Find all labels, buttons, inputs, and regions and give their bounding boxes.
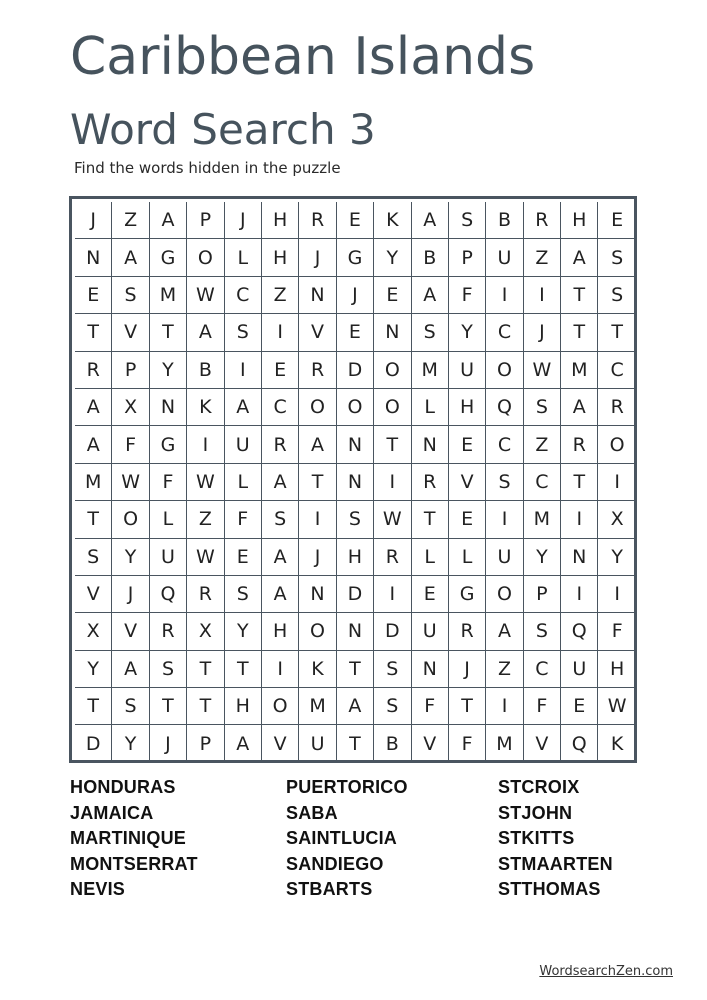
grid-cell[interactable]: D xyxy=(374,613,411,650)
grid-cell[interactable]: A xyxy=(225,389,262,426)
grid-cell[interactable]: Z xyxy=(262,277,299,314)
grid-cell[interactable]: L xyxy=(150,501,187,538)
grid-cell[interactable]: L xyxy=(412,389,449,426)
grid-cell[interactable]: Y xyxy=(225,613,262,650)
grid-cell[interactable]: O xyxy=(374,352,411,389)
grid-cell[interactable]: D xyxy=(337,576,374,613)
grid-cell[interactable]: Y xyxy=(75,651,112,688)
grid-cell[interactable]: X xyxy=(598,501,635,538)
grid-cell[interactable]: T xyxy=(449,688,486,725)
grid-cell[interactable]: S xyxy=(262,501,299,538)
grid-cell[interactable]: M xyxy=(150,277,187,314)
grid-cell[interactable]: X xyxy=(75,613,112,650)
grid-cell[interactable]: N xyxy=(337,426,374,463)
grid-cell[interactable]: T xyxy=(187,651,224,688)
grid-cell[interactable]: B xyxy=(374,725,411,762)
grid-cell[interactable]: A xyxy=(75,389,112,426)
grid-cell[interactable]: X xyxy=(112,389,149,426)
grid-cell[interactable]: S xyxy=(75,539,112,576)
grid-cell[interactable]: V xyxy=(524,725,561,762)
grid-cell[interactable]: A xyxy=(262,464,299,501)
word-list-item: STJOHN xyxy=(498,802,573,823)
grid-cell[interactable]: U xyxy=(225,426,262,463)
grid-cell[interactable]: I xyxy=(486,688,523,725)
grid-cell[interactable]: V xyxy=(112,314,149,351)
grid-cell[interactable]: J xyxy=(299,539,336,576)
grid-cell[interactable]: F xyxy=(524,688,561,725)
grid-cell[interactable]: R xyxy=(412,464,449,501)
grid-cell[interactable]: J xyxy=(299,239,336,276)
grid-cell[interactable]: A xyxy=(299,426,336,463)
grid-cell[interactable]: O xyxy=(486,352,523,389)
word-list-item: SAINTLUCIA xyxy=(286,828,397,849)
grid-cell[interactable]: E xyxy=(262,352,299,389)
grid-cell[interactable]: U xyxy=(486,239,523,276)
grid-cell[interactable]: P xyxy=(187,725,224,762)
grid-cell[interactable]: S xyxy=(412,314,449,351)
grid-cell[interactable]: H xyxy=(262,202,299,239)
grid-cell[interactable]: I xyxy=(299,501,336,538)
grid-cell[interactable]: M xyxy=(486,725,523,762)
grid-cell[interactable]: V xyxy=(449,464,486,501)
grid-cell[interactable]: W xyxy=(112,464,149,501)
word-column-2 xyxy=(286,775,408,903)
word-list-item: STMAARTEN xyxy=(498,853,613,874)
grid-cell[interactable]: S xyxy=(449,202,486,239)
grid-cell[interactable]: T xyxy=(337,725,374,762)
word-list-item: STTHOMAS xyxy=(498,879,601,900)
grid-cell[interactable]: S xyxy=(374,651,411,688)
grid-cell[interactable]: E xyxy=(449,426,486,463)
grid-cell[interactable]: F xyxy=(150,464,187,501)
grid-cell[interactable]: N xyxy=(337,464,374,501)
grid-cell[interactable]: M xyxy=(524,501,561,538)
grid-cell[interactable]: H xyxy=(225,688,262,725)
word-list-item: JAMAICA xyxy=(70,802,154,823)
grid-cell[interactable]: J xyxy=(75,202,112,239)
grid-cell[interactable]: B xyxy=(412,239,449,276)
grid-cell[interactable]: E xyxy=(598,202,635,239)
grid-cell[interactable]: U xyxy=(449,352,486,389)
grid-cell[interactable]: P xyxy=(187,202,224,239)
grid-cell[interactable]: S xyxy=(524,613,561,650)
grid-cell[interactable]: X xyxy=(187,613,224,650)
grid-cell[interactable]: M xyxy=(299,688,336,725)
grid-cell[interactable]: E xyxy=(337,202,374,239)
word-list-item: NEVIS xyxy=(70,879,126,900)
grid-cell[interactable]: C xyxy=(524,464,561,501)
grid-cell[interactable]: T xyxy=(299,464,336,501)
grid-cell[interactable]: T xyxy=(225,651,262,688)
grid-cell[interactable]: O xyxy=(187,239,224,276)
grid-cell[interactable]: E xyxy=(449,501,486,538)
grid-cell[interactable]: R xyxy=(262,426,299,463)
grid-cell[interactable]: N xyxy=(150,389,187,426)
grid-cell[interactable]: I xyxy=(225,352,262,389)
grid-cell[interactable]: A xyxy=(150,202,187,239)
grid-cell[interactable]: A xyxy=(187,314,224,351)
grid-cell[interactable]: O xyxy=(337,389,374,426)
grid-cell[interactable]: V xyxy=(75,576,112,613)
grid-cell[interactable]: I xyxy=(561,576,598,613)
grid-cell[interactable]: O xyxy=(112,501,149,538)
grid-cell[interactable]: S xyxy=(150,651,187,688)
grid-cell[interactable]: G xyxy=(449,576,486,613)
grid-cell[interactable]: L xyxy=(412,539,449,576)
grid-cell[interactable]: E xyxy=(225,539,262,576)
word-list-item: HONDURAS xyxy=(70,777,176,797)
grid-cell[interactable]: F xyxy=(449,277,486,314)
grid-cell[interactable]: R xyxy=(187,576,224,613)
grid-cell[interactable]: I xyxy=(187,426,224,463)
grid-cell[interactable]: N xyxy=(412,651,449,688)
grid-cell[interactable]: H xyxy=(337,539,374,576)
grid-cell[interactable]: S xyxy=(112,688,149,725)
grid-cell[interactable]: R xyxy=(75,352,112,389)
grid-cell[interactable]: J xyxy=(337,277,374,314)
grid-cell[interactable]: D xyxy=(75,725,112,762)
grid-cell[interactable]: C xyxy=(262,389,299,426)
grid-cell[interactable]: E xyxy=(374,277,411,314)
grid-cell[interactable]: W xyxy=(187,464,224,501)
grid-cell[interactable]: U xyxy=(299,725,336,762)
grid-cell[interactable]: U xyxy=(486,539,523,576)
page-subtitle: Word Search 3 xyxy=(70,105,376,154)
grid-cell[interactable]: I xyxy=(262,651,299,688)
grid-cell[interactable]: E xyxy=(561,688,598,725)
grid-cell[interactable]: Y xyxy=(112,539,149,576)
word-list-item: STKITTS xyxy=(498,828,575,849)
grid-cell[interactable]: T xyxy=(337,651,374,688)
word-list-item: PUERTORICO xyxy=(286,777,408,797)
grid-cell[interactable]: S xyxy=(524,389,561,426)
grid-cell[interactable]: T xyxy=(187,688,224,725)
grid-cell[interactable]: H xyxy=(262,239,299,276)
grid-cell[interactable]: S xyxy=(337,501,374,538)
grid-cell[interactable]: L xyxy=(225,464,262,501)
grid-cell[interactable]: Q xyxy=(561,725,598,762)
grid-cell[interactable]: N xyxy=(299,277,336,314)
grid-cell[interactable]: Y xyxy=(524,539,561,576)
grid-cell[interactable]: Z xyxy=(486,651,523,688)
grid-cell[interactable]: F xyxy=(225,501,262,538)
grid-cell[interactable]: A xyxy=(412,277,449,314)
grid-cell[interactable]: U xyxy=(150,539,187,576)
grid-cell[interactable]: A xyxy=(486,613,523,650)
grid-cell[interactable]: Z xyxy=(524,426,561,463)
grid-cell[interactable]: J xyxy=(112,576,149,613)
page-title: Caribbean Islands xyxy=(70,27,536,87)
grid-cell[interactable]: I xyxy=(561,501,598,538)
puzzle-grid xyxy=(75,202,636,763)
grid-cell[interactable]: A xyxy=(75,426,112,463)
grid-cell[interactable]: R xyxy=(524,202,561,239)
grid-cell[interactable]: F xyxy=(112,426,149,463)
grid-cell[interactable]: Z xyxy=(112,202,149,239)
grid-cell[interactable]: A xyxy=(412,202,449,239)
grid-cell[interactable]: S xyxy=(374,688,411,725)
grid-cell[interactable]: S xyxy=(225,576,262,613)
grid-cell[interactable]: Z xyxy=(187,501,224,538)
grid-cell[interactable]: S xyxy=(598,239,635,276)
grid-cell[interactable]: A xyxy=(112,239,149,276)
grid-cell[interactable]: I xyxy=(598,464,635,501)
grid-cell[interactable]: I xyxy=(374,576,411,613)
grid-cell[interactable]: S xyxy=(486,464,523,501)
grid-cell[interactable]: P xyxy=(449,239,486,276)
grid-cell[interactable]: F xyxy=(449,725,486,762)
grid-cell[interactable]: S xyxy=(598,277,635,314)
grid-cell[interactable]: V xyxy=(262,725,299,762)
grid-cell[interactable]: W xyxy=(374,501,411,538)
grid-cell[interactable]: A xyxy=(112,651,149,688)
word-column-1 xyxy=(70,775,198,903)
grid-cell[interactable]: S xyxy=(112,277,149,314)
grid-cell[interactable]: K xyxy=(374,202,411,239)
grid-cell[interactable]: H xyxy=(598,651,635,688)
word-list-item: MARTINIQUE xyxy=(70,828,186,849)
word-list-item: STCROIX xyxy=(498,777,580,797)
word-list-item: SANDIEGO xyxy=(286,853,384,874)
grid-cell[interactable]: F xyxy=(598,613,635,650)
grid-cell[interactable]: W xyxy=(598,688,635,725)
grid-cell[interactable]: M xyxy=(412,352,449,389)
grid-cell[interactable]: I xyxy=(374,464,411,501)
grid-cell[interactable]: U xyxy=(412,613,449,650)
instructions: Find the words hidden in the puzzle xyxy=(74,159,341,177)
grid-cell[interactable]: M xyxy=(561,352,598,389)
word-column-3 xyxy=(498,775,613,903)
grid-cell[interactable]: Q xyxy=(150,576,187,613)
grid-cell[interactable]: H xyxy=(449,389,486,426)
grid-cell[interactable]: T xyxy=(75,501,112,538)
grid-cell[interactable]: N xyxy=(299,576,336,613)
grid-cell[interactable]: R xyxy=(449,613,486,650)
grid-cell[interactable]: G xyxy=(150,239,187,276)
grid-cell[interactable]: K xyxy=(299,651,336,688)
grid-cell[interactable]: W xyxy=(524,352,561,389)
grid-cell[interactable]: Y xyxy=(150,352,187,389)
grid-cell[interactable]: T xyxy=(412,501,449,538)
grid-cell[interactable]: A xyxy=(561,389,598,426)
grid-cell[interactable]: R xyxy=(299,202,336,239)
grid-cell[interactable]: W xyxy=(187,277,224,314)
grid-cell[interactable]: G xyxy=(337,239,374,276)
grid-cell[interactable]: V xyxy=(112,613,149,650)
grid-cell[interactable]: E xyxy=(412,576,449,613)
grid-cell[interactable]: Y xyxy=(374,239,411,276)
grid-cell[interactable]: R xyxy=(299,352,336,389)
grid-cell[interactable]: B xyxy=(486,202,523,239)
grid-cell[interactable]: Z xyxy=(524,239,561,276)
footer-link[interactable]: WordsearchZen.com xyxy=(539,964,673,979)
grid-cell[interactable]: N xyxy=(75,239,112,276)
grid-cell[interactable]: J xyxy=(150,725,187,762)
grid-cell[interactable]: A xyxy=(225,725,262,762)
grid-cell[interactable]: R xyxy=(374,539,411,576)
grid-cell[interactable]: I xyxy=(262,314,299,351)
grid-cell[interactable]: P xyxy=(524,576,561,613)
grid-cell[interactable]: O xyxy=(299,613,336,650)
grid-cell[interactable]: R xyxy=(150,613,187,650)
grid-cell[interactable]: H xyxy=(561,202,598,239)
grid-cell[interactable]: V xyxy=(412,725,449,762)
grid-cell[interactable]: P xyxy=(112,352,149,389)
grid-cell[interactable]: Q xyxy=(486,389,523,426)
grid-cell[interactable]: T xyxy=(75,314,112,351)
grid-cell[interactable]: E xyxy=(75,277,112,314)
grid-cell[interactable]: J xyxy=(449,651,486,688)
grid-cell[interactable]: O xyxy=(299,389,336,426)
grid-cell[interactable]: W xyxy=(187,539,224,576)
grid-cell[interactable]: O xyxy=(598,426,635,463)
puzzle-grid-frame xyxy=(69,196,637,763)
grid-cell[interactable]: N xyxy=(412,426,449,463)
grid-cell[interactable]: L xyxy=(449,539,486,576)
grid-cell[interactable]: F xyxy=(412,688,449,725)
grid-cell[interactable]: O xyxy=(262,688,299,725)
word-list-item: SABA xyxy=(286,802,338,823)
grid-cell[interactable]: G xyxy=(150,426,187,463)
grid-cell[interactable]: D xyxy=(337,352,374,389)
grid-cell[interactable]: O xyxy=(486,576,523,613)
grid-cell[interactable]: O xyxy=(374,389,411,426)
grid-cell[interactable]: V xyxy=(299,314,336,351)
word-list-item: STBARTS xyxy=(286,879,373,900)
grid-cell[interactable]: C xyxy=(524,651,561,688)
grid-cell[interactable]: A xyxy=(262,539,299,576)
grid-cell[interactable]: C xyxy=(598,352,635,389)
grid-cell[interactable]: K xyxy=(187,389,224,426)
grid-cell[interactable]: J xyxy=(524,314,561,351)
grid-cell[interactable]: A xyxy=(262,576,299,613)
grid-cell[interactable]: C xyxy=(486,314,523,351)
grid-cell[interactable]: Y xyxy=(112,725,149,762)
grid-cell[interactable]: K xyxy=(610,733,624,756)
grid-cell[interactable]: T xyxy=(374,426,411,463)
grid-cell[interactable]: I xyxy=(486,501,523,538)
grid-cell[interactable]: H xyxy=(262,613,299,650)
grid-cell[interactable]: Q xyxy=(561,613,598,650)
grid-cell[interactable]: C xyxy=(486,426,523,463)
grid-cell[interactable]: T xyxy=(150,688,187,725)
grid-cell[interactable]: T xyxy=(598,314,635,351)
grid-cell[interactable]: U xyxy=(561,651,598,688)
grid-cell[interactable]: T xyxy=(150,314,187,351)
grid-cell[interactable]: S xyxy=(225,314,262,351)
grid-cell[interactable]: I xyxy=(524,277,561,314)
grid-cell[interactable]: Y xyxy=(598,539,635,576)
grid-cell[interactable]: C xyxy=(225,277,262,314)
grid-cell[interactable]: T xyxy=(561,314,598,351)
grid-cell[interactable]: R xyxy=(561,426,598,463)
grid-cell[interactable]: N xyxy=(561,539,598,576)
grid-cell[interactable]: T xyxy=(561,277,598,314)
grid-cell[interactable]: I xyxy=(486,277,523,314)
grid-cell[interactable]: T xyxy=(75,688,112,725)
grid-cell[interactable]: E xyxy=(337,314,374,351)
grid-cell[interactable]: R xyxy=(598,389,635,426)
grid-cell[interactable]: Y xyxy=(449,314,486,351)
grid-cell[interactable]: L xyxy=(225,239,262,276)
grid-cell[interactable]: N xyxy=(374,314,411,351)
word-list-item: MONTSERRAT xyxy=(70,853,198,874)
grid-cell[interactable]: I xyxy=(598,576,635,613)
grid-cell[interactable]: A xyxy=(337,688,374,725)
grid-cell[interactable]: N xyxy=(337,613,374,650)
grid-cell[interactable]: A xyxy=(561,239,598,276)
grid-cell[interactable]: J xyxy=(225,202,262,239)
grid-cell[interactable]: M xyxy=(75,464,112,501)
grid-cell[interactable]: T xyxy=(561,464,598,501)
grid-cell[interactable]: B xyxy=(187,352,224,389)
word-list xyxy=(70,775,630,905)
